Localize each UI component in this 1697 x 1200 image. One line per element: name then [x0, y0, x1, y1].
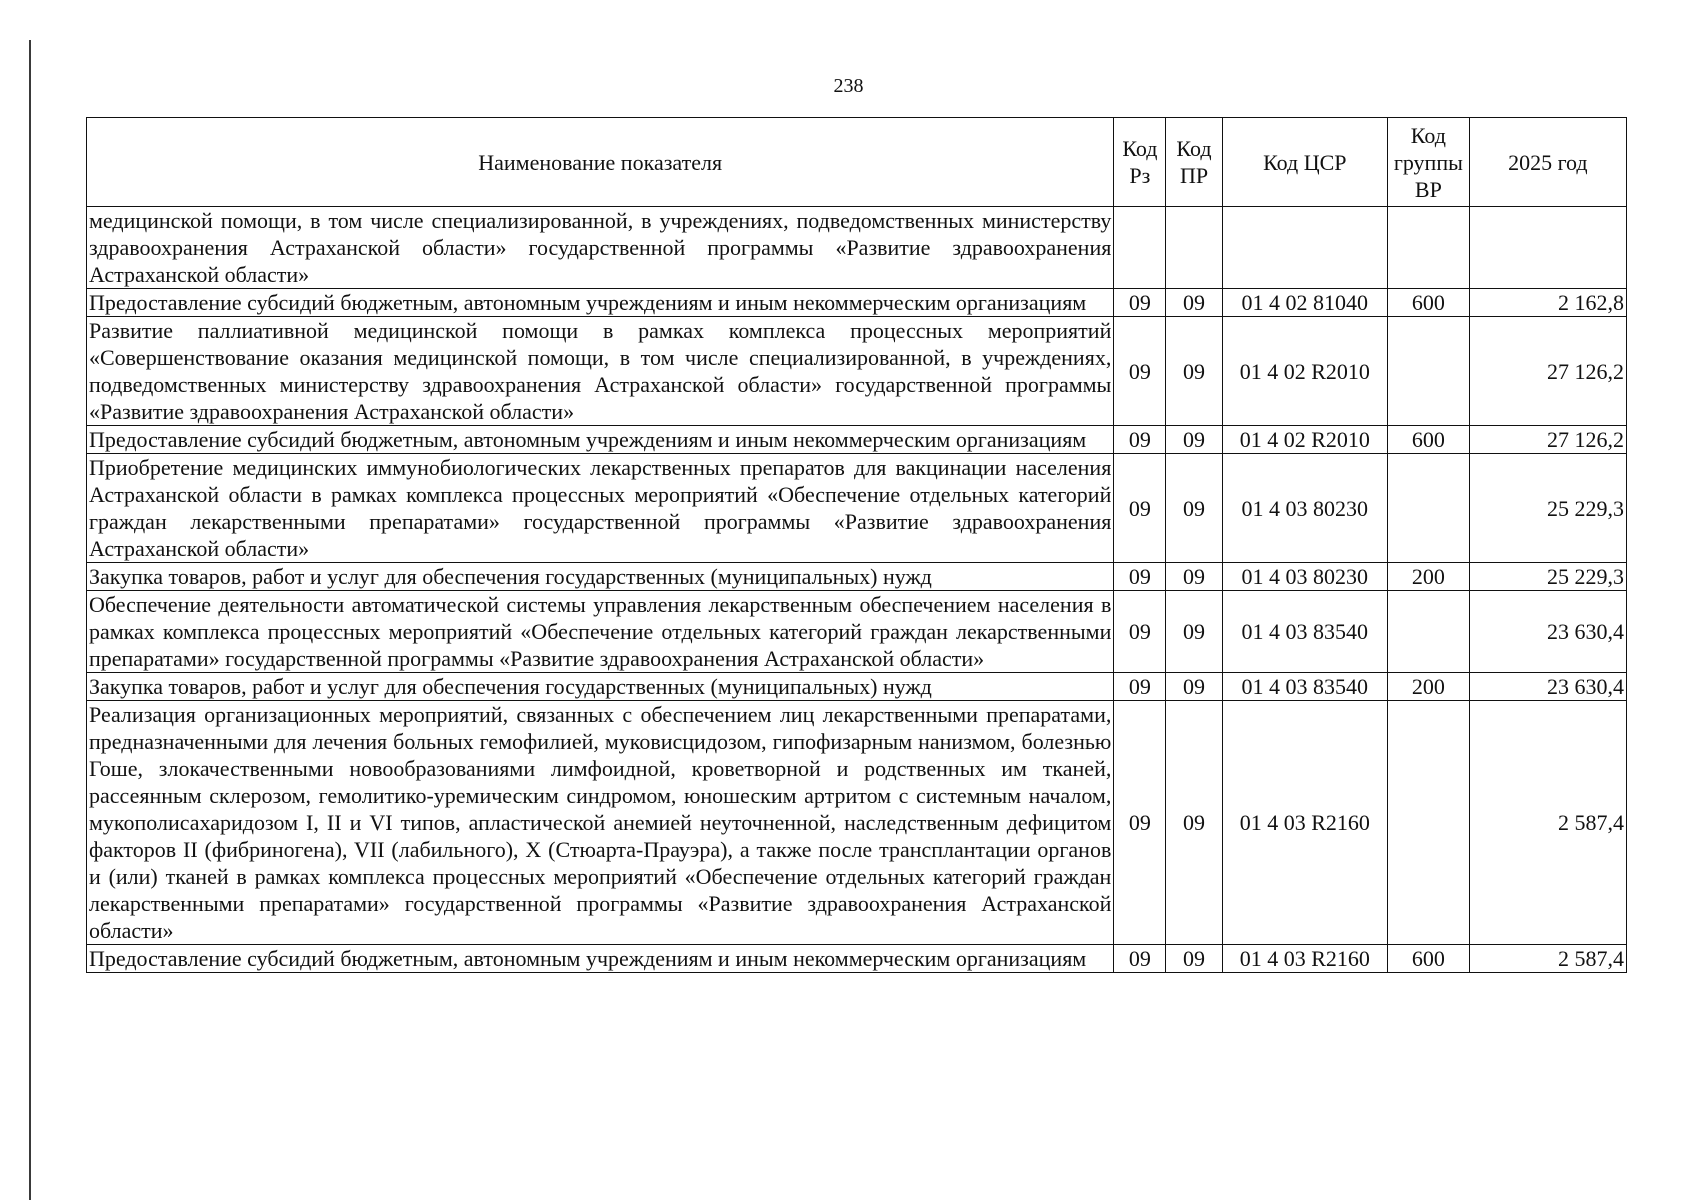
- row-csr: 01 4 03 R2160: [1222, 945, 1387, 973]
- header-vr: Код группы ВР: [1388, 118, 1470, 207]
- header-name: Наименование показателя: [87, 118, 1114, 207]
- table-row: [87, 426, 1627, 454]
- table-row: [87, 591, 1627, 673]
- row-amount: 2 587,4: [1469, 701, 1626, 945]
- table-row: [87, 563, 1627, 591]
- row-name: Закупка товаров, работ и услуг для обеспечения государственных (муниципальных) нужд: [87, 563, 1114, 591]
- row-name: Обеспечение деятельности автоматической системы управления лекарственным обеспечением населения в рамках комплекса процессных мероприятий «Обеспечение отдельных категорий граждан лекарственными препаратами» государственной программы «Развитие здравоохранения Астраханской области»: [87, 591, 1114, 673]
- row-rz: 09: [1114, 945, 1166, 973]
- row-csr: 01 4 03 83540: [1222, 673, 1387, 701]
- row-amount: 27 126,2: [1469, 317, 1626, 426]
- row-rz: 09: [1114, 591, 1166, 673]
- row-rz: 09: [1114, 289, 1166, 317]
- table-row: [87, 454, 1627, 563]
- row-name: Предоставление субсидий бюджетным, автономным учреждениям и иным некоммерческим организациям: [87, 426, 1114, 454]
- binding-margin-line: [29, 40, 31, 1200]
- row-name: Закупка товаров, работ и услуг для обеспечения государственных (муниципальных) нужд: [87, 673, 1114, 701]
- row-pr: 09: [1166, 289, 1222, 317]
- row-amount: [1469, 207, 1626, 289]
- table-row: [87, 945, 1627, 973]
- table-row: [87, 317, 1627, 426]
- row-name: Реализация организационных мероприятий, связанных с обеспечением лиц лекарственными препаратами, предназначенными для лечения больных гемофилией, муковисцидозом, гипофизарным нанизмом, болезнью Гоше, злокачественными новообразованиями лимфоидной, кроветворной и родственных им тканей, рассеянным склерозом, гемолитико-уремическим синдромом, юношеским артритом с системным началом, мукополисахаридозом I, II и VI типов, апластической анемией неуточненной, наследственным дефицитом факторов II (фибриногена), VII (лабильного), X (Стюарта-Прауэра), а также после трансплантации органов и (или) тканей в рамках комплекса процессных мероприятий «Обеспечение отдельных категорий граждан лекарственными препаратами» государственной программы «Развитие здравоохранения Астраханской области»: [87, 701, 1114, 945]
- row-csr: 01 4 03 80230: [1222, 454, 1387, 563]
- row-csr: [1222, 207, 1387, 289]
- row-vr: [1388, 454, 1470, 563]
- header-csr: Код ЦСР: [1222, 118, 1387, 207]
- row-pr: 09: [1166, 563, 1222, 591]
- row-vr: [1388, 591, 1470, 673]
- row-csr: 01 4 03 83540: [1222, 591, 1387, 673]
- page-number: 238: [833, 75, 864, 97]
- row-csr: 01 4 02 R2010: [1222, 426, 1387, 454]
- row-amount: 25 229,3: [1469, 563, 1626, 591]
- header-year: 2025 год: [1469, 118, 1626, 207]
- row-rz: 09: [1114, 563, 1166, 591]
- row-vr: 600: [1388, 945, 1470, 973]
- row-pr: 09: [1166, 701, 1222, 945]
- row-amount: 2 587,4: [1469, 945, 1626, 973]
- row-amount: 27 126,2: [1469, 426, 1626, 454]
- row-vr: 600: [1388, 289, 1470, 317]
- row-csr: 01 4 03 R2160: [1222, 701, 1387, 945]
- row-name: Приобретение медицинских иммунобиологических лекарственных препаратов для вакцинации населения Астраханской области в рамках комплекса процессных мероприятий «Обеспечение отдельных категорий граждан лекарственными препаратами» государственной программы «Развитие здравоохранения Астраханской области»: [87, 454, 1114, 563]
- row-rz: 09: [1114, 701, 1166, 945]
- header-rz: Код Рз: [1114, 118, 1166, 207]
- table-header-row: [87, 118, 1627, 207]
- row-csr: 01 4 02 81040: [1222, 289, 1387, 317]
- table-row: [87, 207, 1627, 289]
- row-pr: 09: [1166, 317, 1222, 426]
- row-pr: 09: [1166, 591, 1222, 673]
- row-pr: 09: [1166, 945, 1222, 973]
- row-rz: 09: [1114, 317, 1166, 426]
- table-row: [87, 289, 1627, 317]
- row-amount: 25 229,3: [1469, 454, 1626, 563]
- row-vr: [1388, 207, 1470, 289]
- table-row: [87, 701, 1627, 945]
- row-amount: 23 630,4: [1469, 673, 1626, 701]
- header-pr: Код ПР: [1166, 118, 1222, 207]
- budget-table: [86, 117, 1627, 973]
- row-csr: 01 4 03 80230: [1222, 563, 1387, 591]
- row-pr: 09: [1166, 673, 1222, 701]
- row-name: медицинской помощи, в том числе специализированной, в учреждениях, подведомственных министерству здравоохранения Астраханской области» государственной программы «Развитие здравоохранения Астраханской области»: [87, 207, 1114, 289]
- row-pr: 09: [1166, 454, 1222, 563]
- row-pr: 09: [1166, 426, 1222, 454]
- row-name: Предоставление субсидий бюджетным, автономным учреждениям и иным некоммерческим организациям: [87, 289, 1114, 317]
- row-rz: [1114, 207, 1166, 289]
- row-amount: 2 162,8: [1469, 289, 1626, 317]
- row-name: Развитие паллиативной медицинской помощи в рамках комплекса процессных мероприятий «Совершенствование оказания медицинской помощи, в том числе специализированной, в учреждениях, подведомственных министерству здравоохранения Астраханской области» государственной программы «Развитие здравоохранения Астраханской области»: [87, 317, 1114, 426]
- row-rz: 09: [1114, 673, 1166, 701]
- row-vr: [1388, 701, 1470, 945]
- row-amount: 23 630,4: [1469, 591, 1626, 673]
- row-rz: 09: [1114, 426, 1166, 454]
- row-vr: 600: [1388, 426, 1470, 454]
- row-vr: 200: [1388, 673, 1470, 701]
- row-csr: 01 4 02 R2010: [1222, 317, 1387, 426]
- row-rz: 09: [1114, 454, 1166, 563]
- row-pr: [1166, 207, 1222, 289]
- row-name: Предоставление субсидий бюджетным, автономным учреждениям и иным некоммерческим организациям: [87, 945, 1114, 973]
- table-row: [87, 673, 1627, 701]
- row-vr: 200: [1388, 563, 1470, 591]
- row-vr: [1388, 317, 1470, 426]
